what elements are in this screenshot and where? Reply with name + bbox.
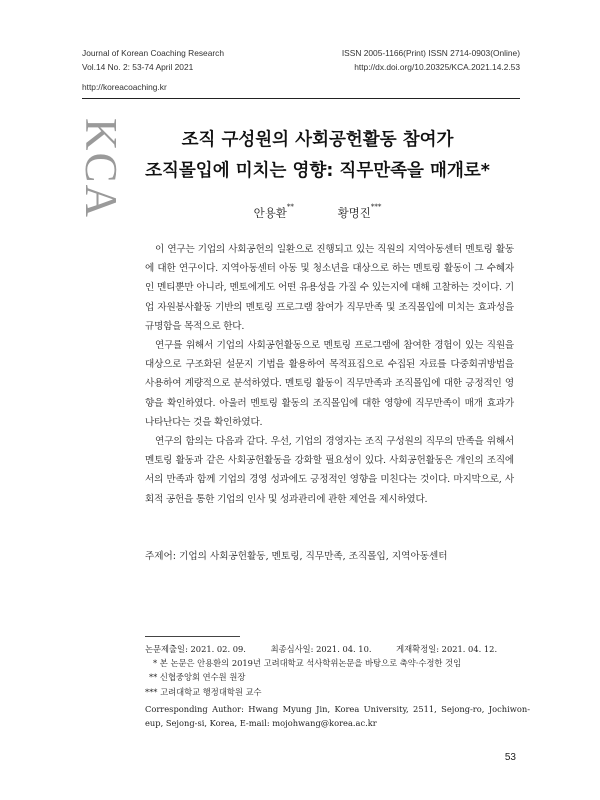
issn-info: ISSN 2005-1166(Print) ISSN 2714-0903(Online) <box>341 48 520 58</box>
footnote-1: * 본 논문은 안용환의 2019년 고려대학교 석사학위논문을 바탕으로 축약·수정한 것임 <box>153 658 462 669</box>
author-name: 황명진 <box>337 206 371 220</box>
author-2 <box>338 205 382 221</box>
footnote-2: ** 신협중앙회 연수원 원장 <box>149 672 246 683</box>
journal-header-left <box>82 46 224 74</box>
abstract-paragraph: 연구의 함의는 다음과 같다. 우선, 기업의 경영자는 조직 구성원의 직무의 만족을 위해서 멘토링 활동과 같은 사회공헌활동을 강화할 필요성이 있다. 사회공헌활동은 개인의 조직에서의 만족과 함께 기업의 경영 성과에도 긍정적인 영향을 미친다는 것이다. 마지막으로, 사회적 공헌을 통한 기업의 인사 및 성과관리에 관한 제언을 제시하였다. <box>145 436 514 505</box>
abstract <box>145 240 514 509</box>
journal-url[interactable]: http://koreacoaching.kr <box>82 82 167 92</box>
kca-logo-text: KCA <box>76 118 126 220</box>
title-line-2: 조직몰입에 미치는 영향: 직무만족을 매개로* <box>145 161 490 181</box>
paper-title <box>130 125 505 187</box>
doi-link[interactable]: http://dx.doi.org/10.20325/KCA.2021.14.2.53 <box>354 62 520 72</box>
title-line-1: 조직 구성원의 사회공헌활동 참여가 <box>181 130 454 150</box>
abstract-paragraph: 이 연구는 기업의 사회공헌의 일환으로 진행되고 있는 직원의 지역아동센터 멘토링 활동에 대한 연구이다. 지역아동센터 아동 및 청소년을 대상으로 하는 멘토링 활동이 그 수혜자인 멘티뿐만 아니라, 멘토에게도 어떤 유용성을 가질 수 있는지에 대해 고찰하는 것이다. 기업 자원봉사활동 기반의 멘토링 프로그램 참여가 직무만족 및 조직몰입에 미치는 효과성을 규명함을 목적으로 한다. <box>145 244 514 332</box>
author-1 <box>254 205 294 221</box>
volume-info: Vol.14 No. 2: 53-74 April 2021 <box>82 62 194 72</box>
keywords-text: 기업의 사회공헌활동, 멘토링, 직무만족, 조직몰입, 지역아동센터 <box>179 551 448 562</box>
abstract-paragraph: 연구를 위해서 기업의 사회공헌활동으로 멘토링 프로그램에 참여한 경험이 있는 직원을 대상으로 구조화된 설문지 기법을 활용하여 목적표집으로 수집된 자료를 다중회귀방법을 사용하여 계량적으로 분석하였다. 멘토링 활동이 직무만족과 조직몰입에 대한 긍정적인 영향을 확인하였다. 아울러 멘토링 활동의 조직몰입에 대한 영향에 직무만족이 매개 효과가 나타난다는 것을 확인하였다. <box>145 340 514 428</box>
header-divider <box>82 98 520 99</box>
journal-name: Journal of Korean Coaching Research <box>82 48 224 58</box>
author-list <box>130 205 505 221</box>
author-mark: ** <box>286 203 294 211</box>
footnote-divider <box>145 636 240 637</box>
revised-date: 최종심사일: 2021. 04. 10. <box>270 644 372 654</box>
accepted-date: 게재확정일: 2021. 04. 12. <box>396 644 498 654</box>
submission-dates <box>145 642 530 656</box>
received-date: 논문제출일: 2021. 02. 09. <box>145 644 246 654</box>
journal-header-right <box>342 46 520 74</box>
author-mark: *** <box>370 203 382 211</box>
keywords-label: 주제어: <box>145 551 177 562</box>
page-number: 53 <box>504 752 516 763</box>
footnote-3: *** 고려대학교 행정대학원 교수 <box>145 686 262 697</box>
keywords <box>145 548 525 562</box>
author-name: 안용환 <box>253 206 287 220</box>
corresponding-author: Corresponding Author: Hwang Myung Jin, Korea University, 2511, Sejong-ro, Jochiwon-eup, Sejong-si, Korea, E-mail: mojohwang@korea.ac.kr <box>145 703 530 729</box>
footnotes <box>145 642 530 730</box>
